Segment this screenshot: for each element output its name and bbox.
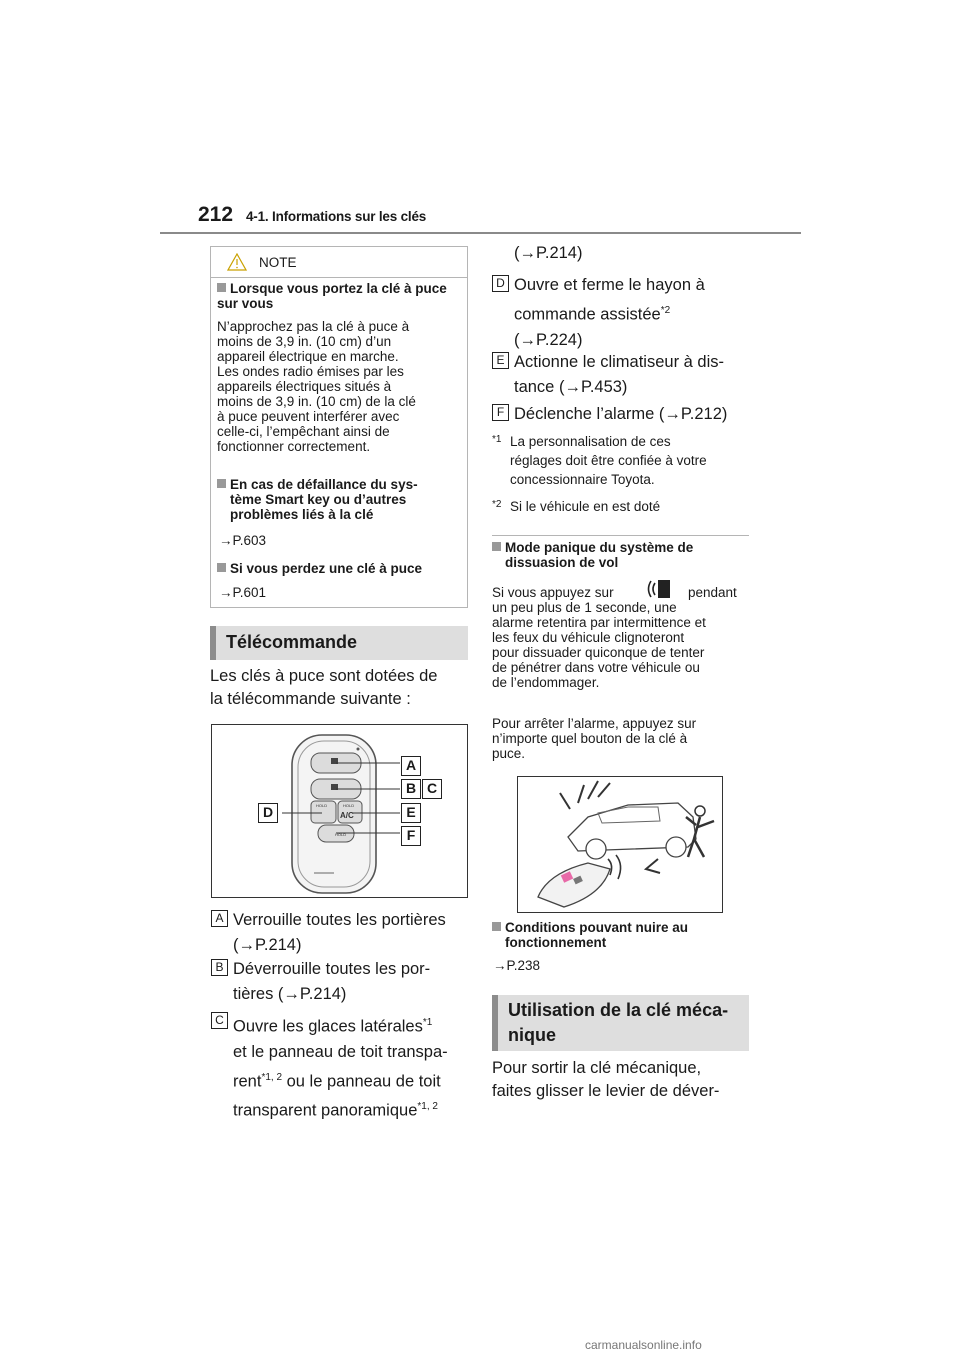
footnote-2: *2 Si le véhicule en est doté xyxy=(492,499,661,514)
note-heading-2: En cas de défaillance du sys- tème Smart key ou d’autres problèmes liés à la clé xyxy=(217,477,418,522)
page-number: 212 xyxy=(198,203,234,226)
item-a: A Verrouille toutes les portières (→P.214) xyxy=(211,908,471,958)
tag-b: B xyxy=(211,959,228,976)
hold-label-left: HOLD xyxy=(316,803,328,808)
section-title: 4-1. Informations sur les clés xyxy=(246,209,427,224)
note-label: NOTE xyxy=(259,255,297,270)
callout-c: C xyxy=(422,779,442,799)
note-header xyxy=(211,247,467,278)
header-rule xyxy=(160,232,801,234)
bullet-square-icon xyxy=(492,542,501,551)
ac-label: A/C xyxy=(340,811,354,820)
item-c-ref: (→P.214) xyxy=(514,244,583,262)
watermark: carmanualsonline.info xyxy=(585,1338,702,1352)
mecanique-text: Pour sortir la clé mécanique, faites glisser le levier de déver- xyxy=(492,1059,720,1100)
note-heading-1: Lorsque vous portez la clé à puce sur vous xyxy=(217,281,447,311)
bullet-square-icon xyxy=(217,479,226,488)
conditions-heading: Conditions pouvant nuire au fonctionnement xyxy=(492,920,757,950)
callout-a: A xyxy=(401,756,421,776)
item-d: D Ouvre et ferme le hayon à commande assistée$^{*2}$ (→P.224) xyxy=(492,273,757,353)
tag-c: C xyxy=(211,1012,228,1029)
panic-heading: Mode panique du système de dissuasion de vol xyxy=(492,540,757,570)
tag-d: D xyxy=(492,275,509,292)
note-heading-3: Si vous perdez une clé à puce xyxy=(217,561,422,576)
key-fob-figure xyxy=(211,724,468,898)
panic-alarm-illustration xyxy=(518,777,722,912)
note-ref-3[interactable]: →P.601 xyxy=(219,585,267,600)
key-fob-illustration xyxy=(212,725,467,897)
panic-button-icon xyxy=(646,578,672,600)
section-heading-mecanique: Utilisation de la clé méca- nique xyxy=(492,995,749,1051)
callout-e: E xyxy=(401,803,421,823)
callout-f: F xyxy=(401,826,421,846)
warning-icon xyxy=(227,253,247,271)
bullet-square-icon xyxy=(217,283,226,292)
telecommande-intro: Les clés à puce sont dotées de la télécommande suivante : xyxy=(210,667,438,708)
item-c: C Ouvre les glaces latérales$^{*1}$ et le panneau de toit transpa- rent$^{*1, 2}$ ou le panneau de toit transparent panoramique$^{*1, 2}$ xyxy=(211,1010,476,1124)
item-b: B Déverrouille toutes les por- tières (→P.214) xyxy=(211,957,471,1007)
section-heading-telecommande: Télécommande xyxy=(210,626,468,660)
footnote-1: *1 La personnalisation de ces réglages doit être confiée à votre concessionnaire Toyota. xyxy=(492,434,707,487)
panic-paragraph-1: Si vous appuyez sur pendant un peu plus de 1 seconde, une alarme retentira par intermittence et les feux du véhicule clignoteront pour dissuader quiconque de tenter de pénétrer dans votre véhicule ou de l’endommager. xyxy=(492,585,757,690)
hold-label-bottom: HOLD xyxy=(335,832,347,837)
bullet-square-icon xyxy=(217,563,226,572)
bullet-square-icon xyxy=(492,922,501,931)
tag-a: A xyxy=(211,910,228,927)
note-box xyxy=(210,246,468,608)
callout-d: D xyxy=(258,803,278,823)
item-e: E Actionne le climatiseur à dis- tance (→P.453) xyxy=(492,350,757,400)
note-paragraph-1: N’approchez pas la clé à puce à moins de 3,9 in. (10 cm) d’un appareil électrique en marche. Les ondes radio émises par les appareils électriques situés à moins de 3,9 in. (10 cm) de la clé à puce peuvent interférer avec celle-ci, l’empêchant ainsi de fonctionner correctement. xyxy=(217,319,416,454)
tag-e: E xyxy=(492,352,509,369)
note-ref-2[interactable]: →P.603 xyxy=(219,533,267,548)
callout-b: B xyxy=(401,779,421,799)
panic-figure xyxy=(517,776,723,913)
conditions-ref[interactable]: →P.238 xyxy=(493,958,541,973)
hold-label-right: HOLD xyxy=(343,803,355,808)
panic-paragraph-2: Pour arrêter l’alarme, appuyez sur n’importe quel bouton de la clé à puce. xyxy=(492,716,697,761)
divider xyxy=(492,535,749,536)
item-f: F Déclenche l’alarme (→P.212) xyxy=(492,402,757,427)
tag-f: F xyxy=(492,404,509,421)
